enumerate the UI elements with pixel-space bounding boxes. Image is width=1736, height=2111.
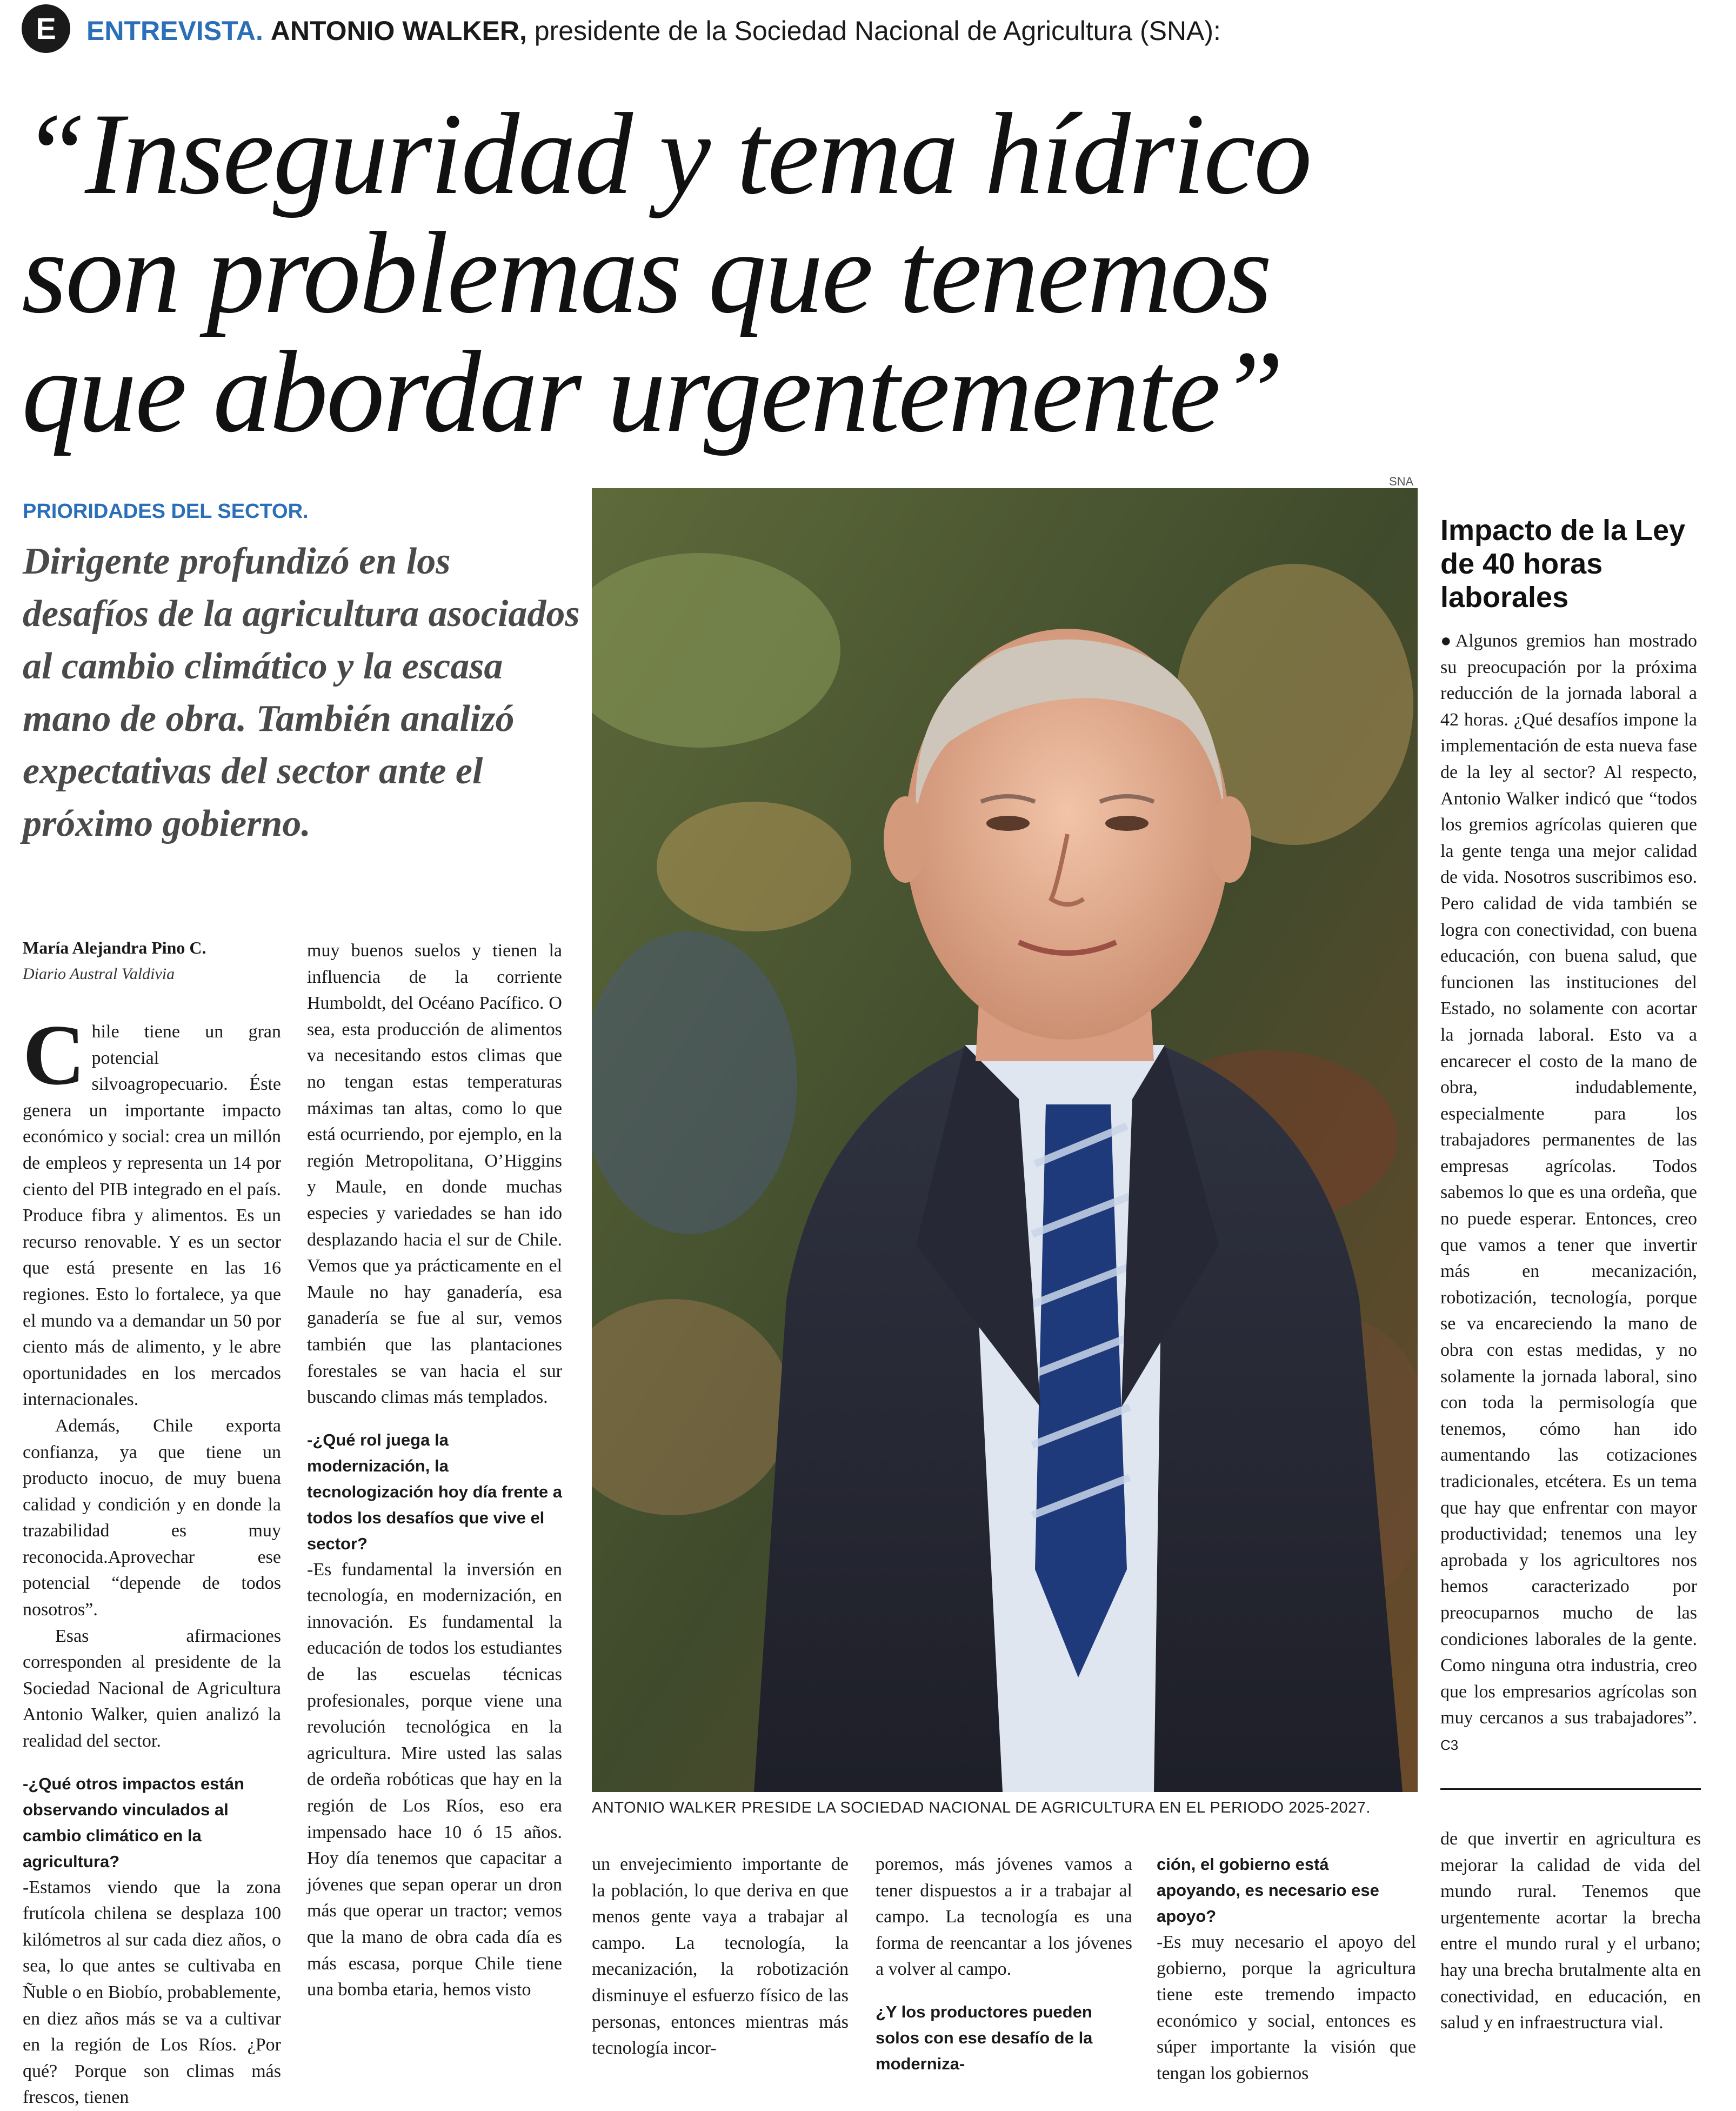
dropcap: C: [23, 1007, 85, 1103]
body-column-1: [23, 1007, 281, 2111]
kicker-role: presidente de la Sociedad Nacional de Agricultura (SNA):: [534, 16, 1221, 46]
section-badge: E: [22, 4, 70, 53]
sidebar-divider: [1440, 1788, 1701, 1790]
headline-line-2: son problemas que tenemos: [22, 208, 1271, 337]
answer-2: -Es fundamental la inversión en tecnología, en modernización, en innovación. Es fundamental la educación de todos los estudiantes de las escuelas técnicas profesionales, porque viene una revolución tecnológica en la agricultura. Mire usted las salas de ordeña robóticas que hay en la región de Los Ríos, eso era impensado hace 10 ó 15 años. Hoy día tenemos que capacitar a jóvenes que sepan operar un dron más que operar un tractor; vemos que la mano de obra cada día es más escasa, porque Chile tiene una bomba etaria, hemos visto: [307, 1559, 562, 2000]
sidebar-title: Impacto de la Ley de 40 horas laborales: [1440, 514, 1686, 614]
sidebar-text: [1440, 628, 1697, 1759]
body-paragraph-1: hile tiene un gran potencial silvoagropecuario. Éste genera un importante impacto económico y social: crea un millón de empleos y representa un 14 por ciento del PIB integrado en el país. Produce fibra y alimentos. Es un recurso renovable. Y es un sector que está presente en las 16 regiones. Esto lo fortalece, ya que el mundo va a demandar un 50 por ciento más de alimento, y le abre oportunidades en los mercados internacionales.: [23, 1022, 281, 1410]
section-label: PRIORIDADES DEL SECTOR.: [23, 500, 309, 523]
body-column-4: [876, 1852, 1132, 2077]
body-paragraph-2: Además, Chile exporta confianza, ya que tiene un producto inocuo, de muy buena calidad y condición y en donde la trazabilidad es muy reconocida.Aprovechar ese potencial “depende de todos nosotros”.: [23, 1415, 281, 1620]
answer-1: -Estamos viendo que la zona frutícola chilena se desplaza 100 kilómetros al sur cada diez años, o sea, lo que antes se cultivaba en Ñuble o en Biobío, probablemente, en diez años más se va a cultivar en la región de Los Ríos. ¿Por qué? Porque son climas más frescos, tienen: [23, 1877, 281, 2108]
question-1: -¿Qué otros impactos están observando vinculados al cambio climático en la agricultura?: [23, 1774, 244, 1871]
answer-1-continued: muy buenos suelos y tienen la influencia de la corriente Humboldt, del Océano Pacífico. O sea, esta producción de alimentos va necesitando estos climas que no tengan estas temperaturas máximas tan altas, como lo que está ocurriendo, por ejemplo, en la región Metropolitana, O’Higgins y Maule, en donde muchas especies y variedades se han ido desplazando hacia el sur de Chile. Vemos que ya prácticamente en el Maule no hay ganadería, esa ganadería se fue al sur, vemos también que las plantaciones forestales se van hacia el sur buscando climas más templados.: [307, 941, 562, 1408]
answer-2-continued-1: un envejecimiento importante de la población, lo que deriva en que menos gente vaya a trabajar al campo. La tecnología, la mecanización, la robotización disminuye el esfuerzo físico de las personas, entonces mientras más tecnología incor-: [592, 1854, 849, 2059]
headline-line-3: que abordar urgentemente”: [22, 327, 1283, 456]
answer-3: -Es muy necesario el apoyo del gobierno, porque la agricultura tiene este tremendo impacto económico y social, entonces es súper importante la visión que tengan los gobiernos: [1157, 1932, 1416, 2083]
body-column-6: [1440, 1826, 1701, 2036]
body-column-2: [307, 938, 562, 2003]
answer-3-continued: de que invertir en agricultura es mejorar la calidad de vida del mundo rural. Tenemos que urgentemente acortar la brecha entre el mundo rural y el urbano; hay una brecha brutalmente alta en conectividad, en educación, en salud y en infraestructura vial.: [1440, 1829, 1701, 2033]
headline-line-1: “Inseguridad y tema hídrico: [22, 89, 1311, 218]
body-column-5: [1157, 1852, 1416, 2087]
body-paragraph-3: Esas afirmaciones corresponden al presidente de la Sociedad Nacional de Agricultura Antonio Walker, quien analizó la realidad del sector.: [23, 1626, 281, 1752]
question-3: ¿Y los productores pueden solos con ese desafío de la moderniza-: [876, 2002, 1093, 2073]
kicker-section: ENTREVISTA.: [86, 16, 263, 46]
byline-author: María Alejandra Pino C.: [23, 938, 206, 957]
question-2: -¿Qué rol juega la modernización, la tecnologización hoy día frente a todos los desafíos que vive el sector?: [307, 1430, 562, 1553]
answer-2-continued-2: poremos, más jóvenes vamos a tener dispuestos a ir a trabajar al campo. La tecnología es una forma de reencantar a los jóvenes a volver al campo.: [876, 1854, 1132, 1980]
kicker: [86, 15, 1221, 46]
body-column-3: [592, 1852, 849, 2062]
headline: [22, 89, 1405, 456]
deck: Dirigente profundizó en los desafíos de la agricultura asociados al cambio climático y la escasa mano de obra. También analizó expectativas del sector ante el próximo gobierno.: [23, 541, 580, 844]
question-3-continued: ción, el gobierno está apoyando, es necesario ese apoyo?: [1157, 1855, 1379, 1926]
photo-caption: ANTONIO WALKER PRESIDE LA SOCIEDAD NACIONAL DE AGRICULTURA EN EL PERIODO 2025-2027.: [592, 1799, 1371, 1816]
portrait-photo: [592, 488, 1418, 1792]
byline-outlet: Diario Austral Valdivia: [23, 965, 175, 983]
sidebar-body: ●Algunos gremios han mostrado su preocupación por la próxima reducción de la jornada laboral a 42 horas. ¿Qué desafíos impone la implementación de esta nueva fase de la ley al sector? Al respecto, Antonio Walker indicó que “todos los gremios agrícolas quieren que la gente tenga una mejor calidad de vida. Nosotros suscribimos eso. Pero calidad de vida también se logra con conectividad, con buena educación, con buena salud, que funcionen las instituciones del Estado, no solamente con acortar la jornada laboral. Esto va a encarecer el costo de la mano de obra, indudablemente, especialmente para los trabajadores permanentes de las empresas agrícolas. Todos sabemos lo que es una ordeña, que no puede esperar. Entonces, creo que vamos a tener que invertir más en mecanización, robotización, tecnología, porque se va encareciendo la mano de obra con estas medidas, y no solamente la jornada laboral, sino con toda la permisología que tenemos, cómo han ido aumentando las cotizaciones tradicionales, etcétera. Es un tema que hay que enfrentar con mayor productividad; tenemos una ley aprobada y los agricultores nos hemos caracterizado por preocuparnos mucho de las condiciones laborales de la gente. Como ninguna otra industria, creo que los empresarios agrícolas son muy cercanos a sus trabajadores”.: [1440, 631, 1697, 1728]
photo-credit: SNA: [1389, 475, 1414, 488]
kicker-name: ANTONIO WALKER,: [270, 16, 527, 46]
end-mark: C3: [1440, 1736, 1459, 1753]
